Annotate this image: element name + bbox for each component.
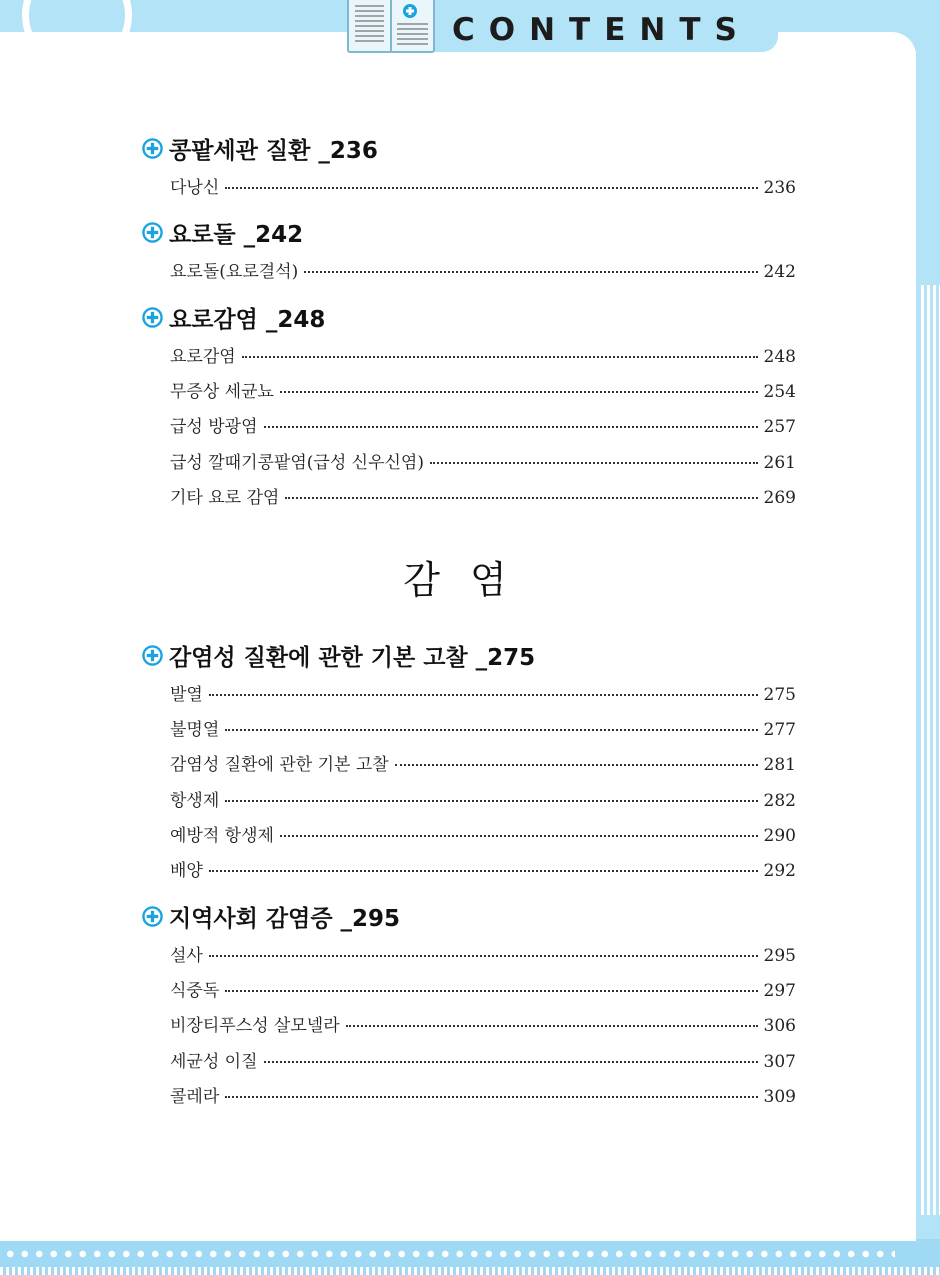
toc-entry[interactable] bbox=[170, 1082, 796, 1108]
entry-label: 급성 방광염 bbox=[170, 417, 258, 437]
entry-label: 배양 bbox=[170, 861, 203, 881]
plus-circle-icon bbox=[142, 138, 163, 159]
dot-leader bbox=[242, 356, 758, 358]
dot-leader bbox=[209, 870, 758, 872]
entry-label: 무증상 세균뇨 bbox=[170, 382, 274, 402]
toc-entry[interactable] bbox=[170, 715, 796, 741]
entry-page: 309 bbox=[763, 1087, 796, 1107]
toc-entry[interactable] bbox=[170, 257, 796, 283]
section-heading bbox=[142, 640, 535, 670]
toc-entry[interactable] bbox=[170, 786, 796, 812]
section-heading bbox=[142, 901, 400, 931]
entry-page: 295 bbox=[763, 946, 796, 966]
entry-page: 307 bbox=[763, 1052, 796, 1072]
toc-entry[interactable] bbox=[170, 377, 796, 403]
section-title: 요로감염 _248 bbox=[169, 306, 326, 333]
dot-leader bbox=[280, 835, 758, 837]
entry-page: 290 bbox=[763, 826, 796, 846]
dot-leader bbox=[304, 271, 757, 273]
dot-leader bbox=[395, 764, 758, 766]
dot-leader bbox=[280, 391, 758, 393]
entry-page: 292 bbox=[763, 861, 796, 881]
entry-page: 261 bbox=[763, 453, 796, 473]
section-title: 감염성 질환에 관한 기본 고찰 _275 bbox=[169, 644, 536, 671]
part-title: 감염 bbox=[403, 558, 537, 602]
bottom-dot-row bbox=[0, 1249, 895, 1259]
toc-entry[interactable] bbox=[170, 680, 796, 706]
section-heading bbox=[142, 302, 325, 332]
section-title: 콩팥세관 질환 _236 bbox=[169, 137, 378, 164]
plus-circle-icon bbox=[142, 906, 163, 927]
entry-label: 요로돌(요로결석) bbox=[170, 262, 299, 282]
toc-entry[interactable] bbox=[170, 941, 796, 967]
dot-leader bbox=[225, 187, 757, 189]
toc-entry[interactable] bbox=[170, 412, 796, 438]
entry-label: 세균성 이질 bbox=[170, 1052, 258, 1072]
entry-page: 282 bbox=[763, 791, 796, 811]
dot-leader bbox=[225, 1096, 757, 1098]
entry-page: 275 bbox=[763, 685, 796, 705]
entry-label: 기타 요로 감염 bbox=[170, 488, 280, 508]
section-title: 지역사회 감염증 _295 bbox=[169, 905, 401, 932]
entry-label: 설사 bbox=[170, 946, 203, 966]
section-title: 요로돌 _242 bbox=[169, 221, 304, 248]
right-stripes bbox=[918, 285, 940, 1215]
bottom-stripes bbox=[0, 1267, 940, 1275]
dot-leader bbox=[209, 694, 758, 696]
dot-leader bbox=[346, 1025, 758, 1027]
entry-label: 발열 bbox=[170, 685, 203, 705]
entry-label: 감염성 질환에 관한 기본 고찰 bbox=[170, 755, 389, 775]
plus-circle-icon bbox=[142, 222, 163, 243]
entry-label: 콜레라 bbox=[170, 1087, 220, 1107]
entry-page: 254 bbox=[763, 382, 796, 402]
toc-entry[interactable] bbox=[170, 1011, 796, 1037]
entry-page: 297 bbox=[763, 981, 796, 1001]
entry-page: 306 bbox=[763, 1016, 796, 1036]
section-heading bbox=[142, 217, 303, 247]
toc-entry[interactable] bbox=[170, 1047, 796, 1073]
toc-entry[interactable] bbox=[170, 750, 796, 776]
plus-circle-icon bbox=[142, 645, 163, 666]
entry-page: 248 bbox=[763, 347, 796, 367]
entry-page: 242 bbox=[763, 262, 796, 282]
dot-leader bbox=[209, 955, 758, 957]
dot-leader bbox=[285, 497, 757, 499]
entry-label: 요로감염 bbox=[170, 347, 236, 367]
toc-entry[interactable] bbox=[170, 483, 796, 509]
entry-label: 다낭신 bbox=[170, 178, 220, 198]
entry-label: 예방적 항생제 bbox=[170, 826, 274, 846]
dot-leader bbox=[264, 1061, 758, 1063]
plus-circle-icon bbox=[142, 307, 163, 328]
toc-entry[interactable] bbox=[170, 448, 796, 474]
entry-label: 식중독 bbox=[170, 981, 220, 1001]
dot-leader bbox=[430, 462, 758, 464]
dot-leader bbox=[225, 729, 757, 731]
entry-page: 277 bbox=[763, 720, 796, 740]
toc-entry[interactable] bbox=[170, 173, 796, 199]
dot-leader bbox=[225, 990, 757, 992]
medical-book-icon bbox=[344, 0, 436, 54]
entry-label: 항생제 bbox=[170, 791, 220, 811]
dot-leader bbox=[264, 426, 758, 428]
entry-label: 비장티푸스성 살모넬라 bbox=[170, 1016, 340, 1036]
page-title: CONTENTS bbox=[452, 12, 751, 48]
toc-entry[interactable] bbox=[170, 821, 796, 847]
entry-page: 269 bbox=[763, 488, 796, 508]
entry-page: 236 bbox=[763, 178, 796, 198]
toc-entry[interactable] bbox=[170, 342, 796, 368]
entry-label: 불명열 bbox=[170, 720, 220, 740]
entry-page: 281 bbox=[763, 755, 796, 775]
entry-page: 257 bbox=[763, 417, 796, 437]
toc-entry[interactable] bbox=[170, 976, 796, 1002]
entry-label: 급성 깔때기콩팥염(급성 신우신염) bbox=[170, 453, 424, 473]
dot-leader bbox=[225, 800, 757, 802]
toc-entry[interactable] bbox=[170, 856, 796, 882]
section-heading bbox=[142, 133, 378, 163]
